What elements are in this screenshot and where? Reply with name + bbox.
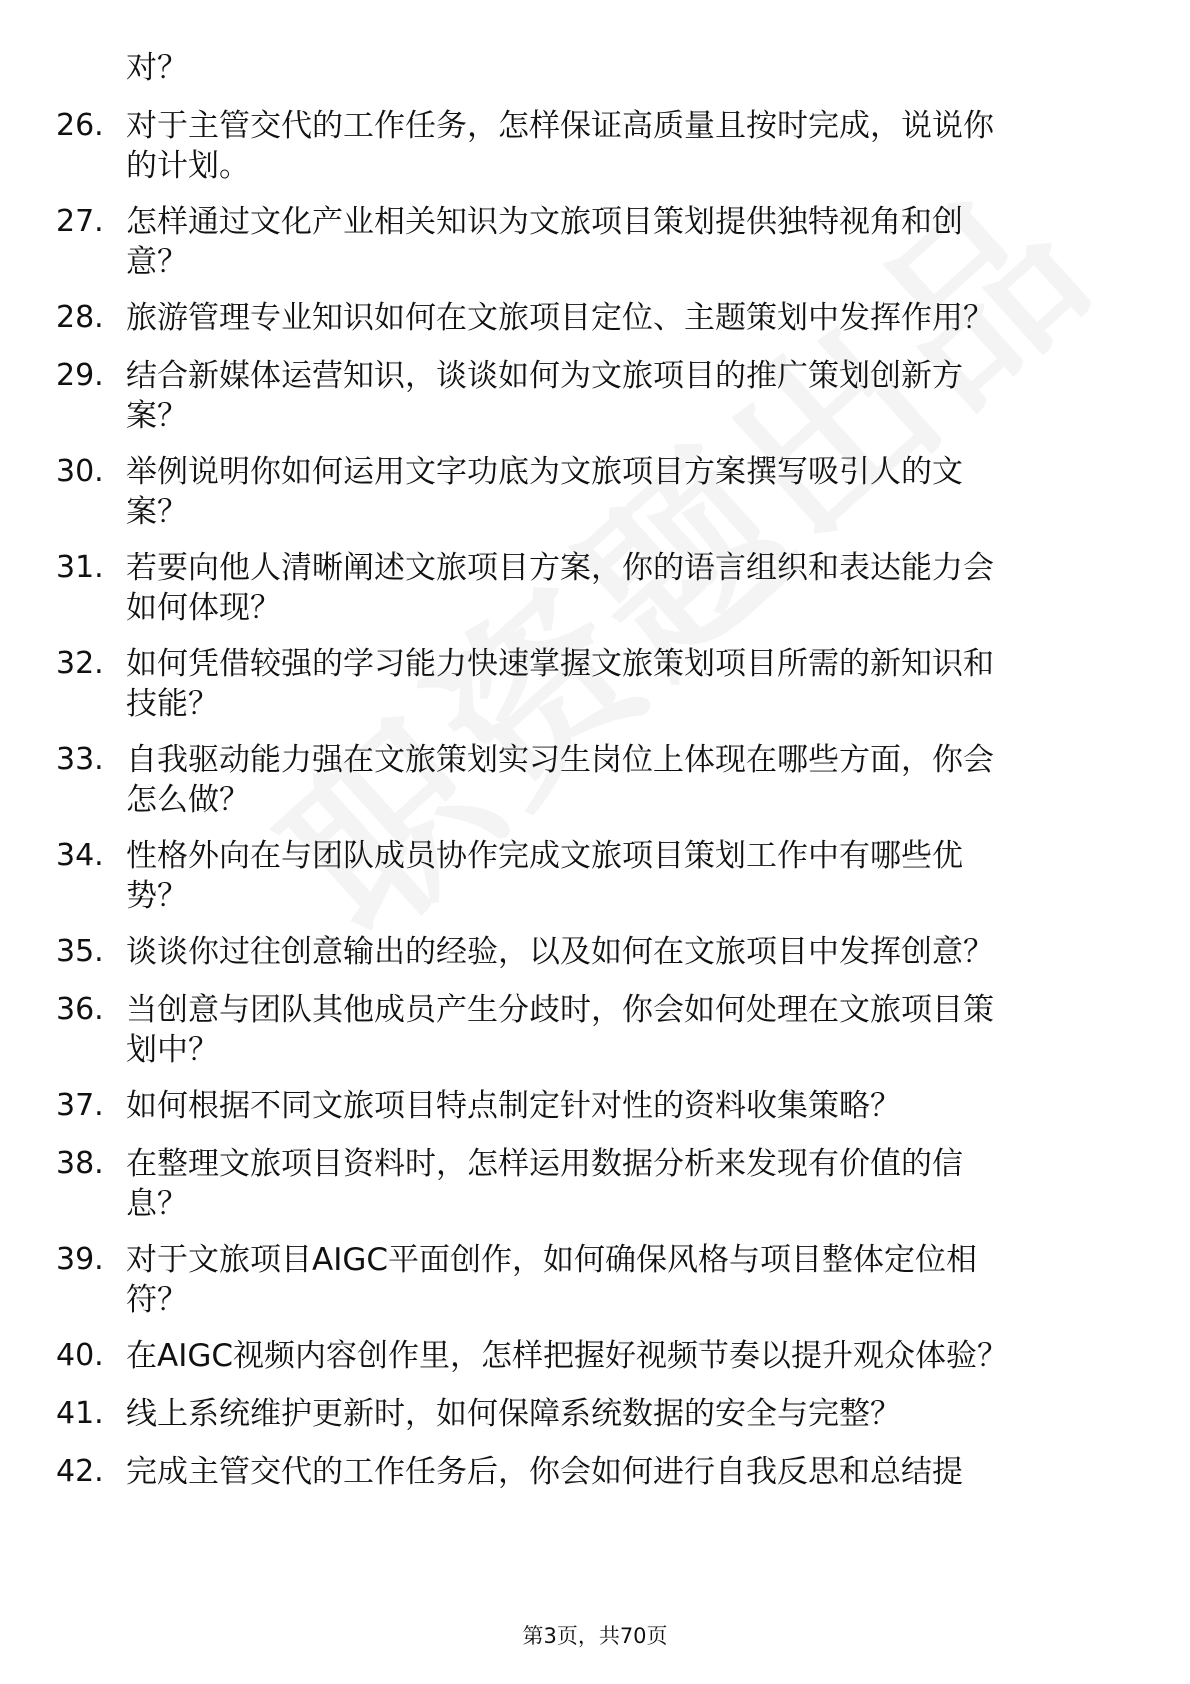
question-line: 意？ <box>126 244 188 280</box>
question-line: 技能？ <box>126 686 219 722</box>
question-text <box>126 106 1136 186</box>
question-line: 怎样通过文化产业相关知识为文旅项目策划提供独特视角和创 <box>126 204 963 240</box>
question-text <box>126 1394 1136 1434</box>
question-number: 27. <box>56 204 104 239</box>
question-line: 自我驱动能力强在文旅策划实习生岗位上体现在哪些方面，你会 <box>126 742 994 778</box>
question-line: 结合新媒体运营知识，谈谈如何为文旅项目的推广策划创新方 <box>126 358 963 394</box>
question-line: 线上系统维护更新时，如何保障系统数据的安全与完整？ <box>126 1396 901 1432</box>
question-number: 32. <box>56 646 104 681</box>
question-line: 当创意与团队其他成员产生分歧时，你会如何处理在文旅项目策 <box>126 992 994 1028</box>
question-text <box>126 1240 1136 1320</box>
question-line: 性格外向在与团队成员协作完成文旅项目策划工作中有哪些优 <box>126 838 963 874</box>
question-number: 33. <box>56 742 104 777</box>
question-line: 的计划。 <box>126 148 250 184</box>
question-line: 息？ <box>126 1186 188 1222</box>
question-number: 30. <box>56 454 104 489</box>
question-text <box>126 1144 1136 1224</box>
question-number: 29. <box>56 358 104 393</box>
question-line: 若要向他人清晰阐述文旅项目方案，你的语言组织和表达能力会 <box>126 550 994 586</box>
question-line: 对于文旅项目AIGC平面创作，如何确保风格与项目整体定位相 <box>126 1242 978 1278</box>
question-number: 34. <box>56 838 104 873</box>
question-text <box>126 1086 1136 1126</box>
question-text <box>126 548 1136 628</box>
question-text <box>126 932 1136 972</box>
question-text <box>126 202 1136 282</box>
question-line: 势？ <box>126 878 188 914</box>
question-text <box>126 836 1136 916</box>
question-text <box>126 740 1136 820</box>
question-number: 40. <box>56 1338 104 1373</box>
question-line: 完成主管交代的工作任务后，你会如何进行自我反思和总结提 <box>126 1454 963 1490</box>
question-line: 旅游管理专业知识如何在文旅项目定位、主题策划中发挥作用？ <box>126 300 994 336</box>
question-text <box>126 990 1136 1070</box>
question-line: 怎么做？ <box>126 782 250 818</box>
question-line: 举例说明你如何运用文字功底为文旅项目方案撰写吸引人的文 <box>126 454 963 490</box>
question-number: 37. <box>56 1088 104 1123</box>
question-line: 如何体现？ <box>126 590 281 626</box>
question-line: 在整理文旅项目资料时，怎样运用数据分析来发现有价值的信 <box>126 1146 963 1182</box>
question-number: 31. <box>56 550 104 585</box>
question-text <box>126 356 1136 436</box>
question-line: 如何根据不同文旅项目特点制定针对性的资料收集策略？ <box>126 1088 901 1124</box>
question-line: 谈谈你过往创意输出的经验，以及如何在文旅项目中发挥创意？ <box>126 934 994 970</box>
question-text <box>126 1452 1136 1492</box>
page-footer: 第3页，共70页 <box>522 1624 668 1648</box>
question-text <box>126 298 1136 338</box>
question-line: 符？ <box>126 1282 188 1318</box>
question-line: 案？ <box>126 494 188 530</box>
question-number: 36. <box>56 992 104 1027</box>
question-line: 划中？ <box>126 1032 219 1068</box>
question-text <box>126 644 1136 724</box>
question-line: 在AIGC视频内容创作里，怎样把握好视频节奏以提升观众体验？ <box>126 1338 1009 1374</box>
question-number: 38. <box>56 1146 104 1181</box>
question-number: 28. <box>56 300 104 335</box>
question-number: 41. <box>56 1396 104 1431</box>
question-text <box>126 1336 1136 1376</box>
question-line: 对于主管交代的工作任务，怎样保证高质量且按时完成，说说你 <box>126 108 994 144</box>
question-number: 35. <box>56 934 104 969</box>
question-text <box>126 48 1136 88</box>
question-number: 39. <box>56 1242 104 1277</box>
question-number: 26. <box>56 108 104 143</box>
question-line: 对？ <box>126 50 188 86</box>
question-text <box>126 452 1136 532</box>
question-line: 如何凭借较强的学习能力快速掌握文旅策划项目所需的新知识和 <box>126 646 994 682</box>
question-line: 案？ <box>126 398 188 434</box>
question-number: 42. <box>56 1454 104 1489</box>
